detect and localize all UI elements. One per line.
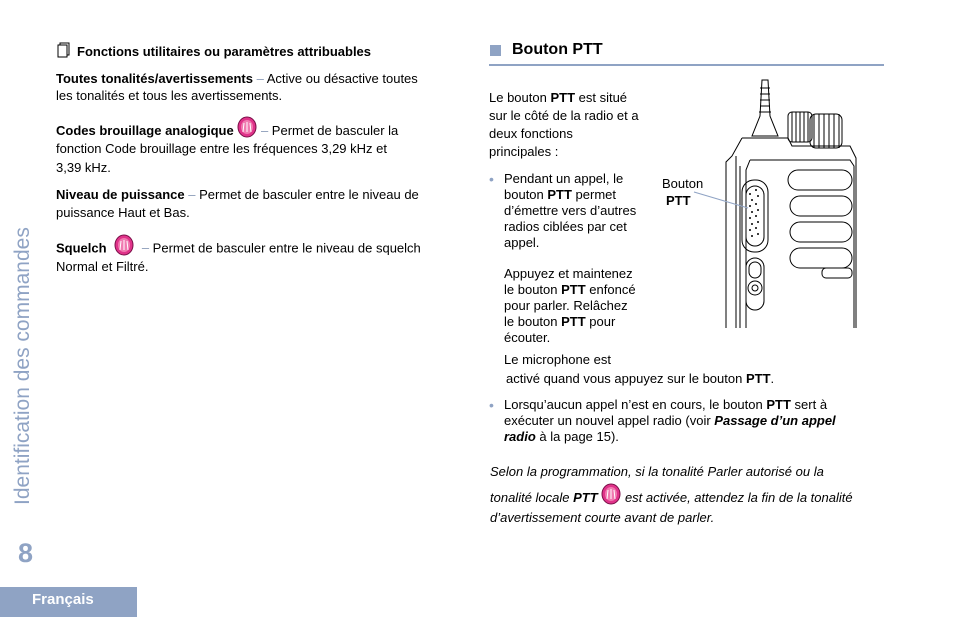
item-squelch bbox=[56, 234, 456, 275]
desc-line: Permet de basculer entre le niveau de bbox=[195, 187, 419, 202]
text: pour bbox=[585, 314, 616, 329]
bullet-marker: • bbox=[489, 397, 494, 413]
text: exécuter un nouvel appel radio (voir bbox=[504, 413, 715, 428]
text-bold: PTT bbox=[745, 371, 771, 386]
text: deux fonctions bbox=[489, 126, 573, 141]
text-bold: PTT bbox=[561, 282, 586, 297]
desc-line: fonction Code brouillage entre les fréquences 3,29 kHz et bbox=[56, 141, 387, 156]
text: Pendant un appel, le bbox=[504, 171, 624, 186]
mic-line-1: Le microphone est bbox=[504, 352, 611, 367]
text: appel. bbox=[504, 235, 540, 250]
text: bouton bbox=[504, 187, 548, 202]
dash: – bbox=[141, 240, 150, 256]
text: radios ciblées par cet bbox=[504, 219, 627, 234]
text: le bouton bbox=[504, 314, 562, 329]
term-all-tones: Toutes tonalités/avertissements bbox=[56, 71, 253, 86]
term-power-level: Niveau de puissance bbox=[56, 187, 185, 202]
desc-line: puissance Haut et Bas. bbox=[56, 205, 190, 220]
text: permet bbox=[571, 187, 617, 202]
text: . bbox=[770, 371, 775, 386]
bullet-1 bbox=[504, 171, 664, 346]
text: principales : bbox=[489, 144, 559, 159]
text: activé quand vous appuyez sur le bouton bbox=[506, 371, 746, 386]
bullet-marker: • bbox=[489, 171, 494, 187]
dash: – bbox=[260, 122, 269, 138]
text: pour parler. Relâchez bbox=[504, 298, 628, 313]
dash: – bbox=[256, 71, 264, 86]
text-bold: PTT bbox=[550, 90, 576, 105]
language-tab: Français bbox=[0, 587, 137, 617]
desc-line: 3,39 kHz. bbox=[56, 160, 111, 175]
text: Le bouton bbox=[489, 90, 551, 105]
item-scrambling bbox=[56, 116, 456, 176]
text-bold: PTT bbox=[573, 489, 598, 505]
desc-line: Normal et Filtré. bbox=[56, 259, 149, 274]
item-all-tones bbox=[56, 70, 456, 104]
cross-reference-link[interactable]: Passage d’un appel bbox=[714, 413, 836, 428]
text: tonalité locale bbox=[490, 489, 574, 505]
text: est activée, attendez la fin de la tonalité bbox=[624, 489, 853, 505]
right-heading: Bouton PTT bbox=[512, 41, 603, 58]
item-power-level bbox=[56, 186, 456, 221]
mic-line-2 bbox=[506, 370, 774, 387]
text: sert à bbox=[790, 397, 828, 412]
text-bold: PTT bbox=[766, 397, 791, 412]
text: Lorsqu’aucun appel n’est en cours, le bouton bbox=[504, 397, 767, 412]
desc-line: Permet de basculer entre le niveau de squelch bbox=[149, 240, 421, 256]
cross-reference-link[interactable]: radio bbox=[504, 429, 536, 444]
callout-leader-line bbox=[690, 186, 760, 216]
note-line-3: d’avertissement courte avant de parler. bbox=[490, 510, 715, 525]
callout-line: Bouton bbox=[662, 176, 704, 191]
sidebar-section-title: Identification des commandes bbox=[11, 227, 34, 505]
text: d’émettre vers d’autres bbox=[504, 203, 637, 218]
text: écouter. bbox=[504, 330, 551, 345]
heading-rule bbox=[489, 64, 884, 66]
text: à la page 15). bbox=[535, 429, 619, 444]
text: est situé bbox=[575, 90, 628, 105]
dash: – bbox=[188, 187, 196, 202]
page-number: 8 bbox=[18, 538, 34, 568]
intro-paragraph bbox=[489, 89, 659, 161]
bullet-2 bbox=[504, 397, 884, 445]
text: le bouton bbox=[504, 282, 562, 297]
text: Appuyez et maintenez bbox=[504, 266, 633, 281]
text-bold: PTT bbox=[561, 314, 586, 329]
note-line-1: Selon la programmation, si la tonalité Parler autorisé ou la bbox=[490, 464, 824, 479]
left-heading-text: Fonctions utilitaires ou paramètres attribuables bbox=[77, 44, 372, 59]
text: enfoncé bbox=[585, 282, 636, 297]
desc-line: Permet de basculer la bbox=[268, 122, 399, 138]
desc-line: Active ou désactive toutes bbox=[263, 71, 418, 86]
desc-line: les tonalités et tous les avertissements. bbox=[56, 88, 283, 103]
text-bold: PTT bbox=[547, 187, 572, 202]
note-line-2 bbox=[490, 483, 853, 509]
text: sur le côté de la radio et a bbox=[489, 108, 639, 123]
page-icon bbox=[57, 42, 71, 62]
left-heading bbox=[57, 42, 371, 62]
term-squelch: Squelch bbox=[56, 240, 107, 256]
section-square-icon bbox=[490, 45, 501, 56]
term-scrambling: Codes brouillage analogique bbox=[56, 122, 234, 138]
callout-line: PTT bbox=[666, 193, 691, 208]
